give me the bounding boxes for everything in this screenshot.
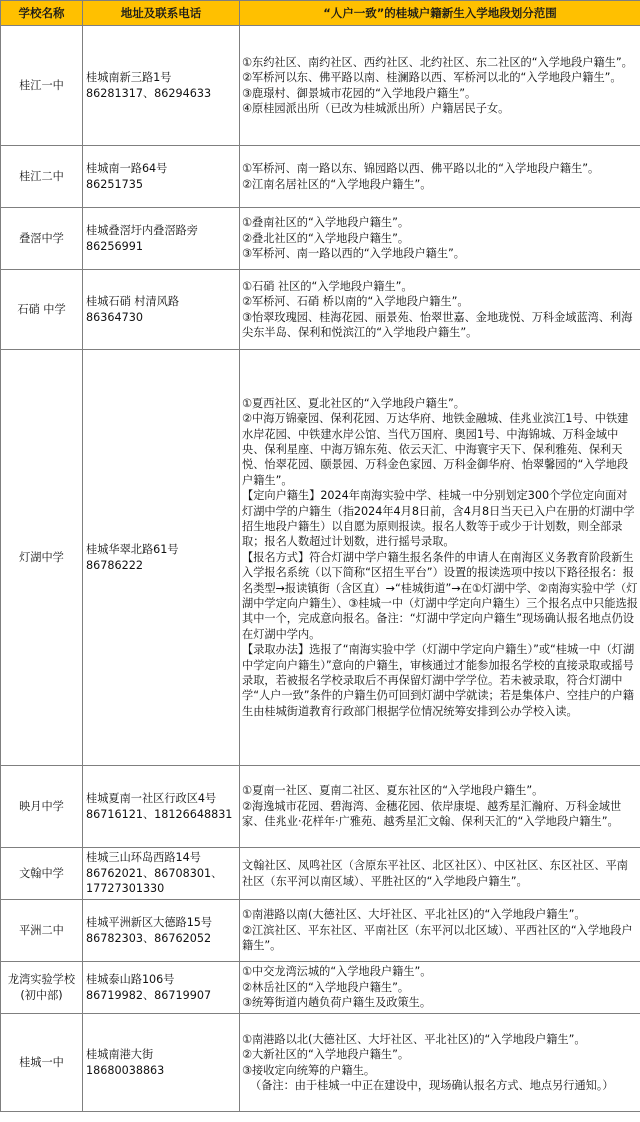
school-name-cell	[1, 270, 83, 350]
address-cell-line: 桂城泰山路106号	[86, 973, 175, 987]
address-cell	[83, 146, 240, 208]
range-cell-line: ①南港路以南(大德社区、大圩社区、平北社区)的“入学地段户籍生”。	[242, 908, 586, 922]
table-row	[1, 350, 640, 766]
address-cell-line: 桂城夏南一社区行政区4号	[86, 792, 217, 806]
school-name-cell	[1, 962, 83, 1014]
address-cell-line: 86364730	[86, 310, 143, 324]
range-cell-line: ②中海万锦豪园、保利花园、万达华府、地铁金融城、佳兆业滨江1号、中铁建水岸花园、中铁建水岸公馆、当代万国府、奥园1号、中海锦城、万科金域中央、保利星座、中海万锦东苑、依云天汇、中海寰宇天下、保利雅苑、保利天悦、怡翠花园、颐景园、万科金色家园、万科金御华府、怡翠馨园的“入学地段户籍生”。	[242, 412, 629, 487]
address-cell-line: 86782303、86762052	[86, 931, 212, 945]
school-name-cell-line: 叠滘中学	[19, 231, 64, 245]
range-cell	[240, 766, 640, 848]
range-cell	[240, 1014, 640, 1112]
address-cell-line: 86786222	[86, 558, 143, 572]
range-cell-line: 【录取办法】选报了“南海实验中学（灯湖中学定向户籍生）”或“桂城一中（灯湖中学定向户籍生）”意向的户籍生，审核通过才能参加报名学校的直接录取或摇号录取，若被报名学校录取后不再保留灯湖中学学位。若未被录取，符合灯湖中学“人户一致”条件的户籍生仍可回到灯湖中学就读；若是集体户、空挂户的户籍生由桂城街道教育行政部门根据学位情况统筹安排到公办学校入读。	[242, 643, 635, 718]
school-name-cell-line: 映月中学	[19, 799, 64, 813]
range-cell-line: ②军桥河、石硝 桥以南的“入学地段户籍生”。	[242, 295, 469, 309]
range-cell-line: ②林岳社区的“入学地段户籍生”。	[242, 980, 410, 994]
range-cell-line: ②大新社区的“入学地段户籍生”。	[242, 1048, 410, 1062]
range-cell-line: ②叠北社区的“入学地段户籍生”。	[242, 231, 410, 245]
range-cell-line: ③怡翠玫瑰园、桂海花园、丽景苑、怡翠世嘉、金地珑悦、万科金域蓝湾、利海尖东半岛、保利和悦滨江的“入学地段户籍生”。	[242, 310, 633, 339]
range-cell-line: ①夏南一社区、夏南二社区、夏东社区的“入学地段户籍生”。	[242, 784, 544, 798]
table-row	[1, 26, 640, 146]
range-cell	[240, 900, 640, 962]
address-cell-line: 86762021、86708301、	[86, 866, 223, 880]
range-cell	[240, 146, 640, 208]
school-name-cell-line: 桂城一中	[19, 1055, 64, 1069]
table-row	[1, 848, 640, 900]
header-row	[1, 1, 640, 26]
table-row	[1, 208, 640, 270]
address-cell	[83, 766, 240, 848]
range-cell-line: ②江南名居社区的“入学地段户籍生”。	[242, 177, 432, 191]
address-cell	[83, 1014, 240, 1112]
school-name-cell	[1, 900, 83, 962]
school-name-cell-line: (初中部)	[20, 988, 63, 1002]
address-cell-line: 86716121、18126648831	[86, 807, 233, 821]
address-cell	[83, 26, 240, 146]
school-name-cell	[1, 208, 83, 270]
address-cell-line: 桂城南新三路1号	[86, 71, 172, 85]
range-cell	[240, 962, 640, 1014]
school-name-cell	[1, 146, 83, 208]
school-name-cell	[1, 26, 83, 146]
range-cell-line: 文翰社区、凤鸣社区（含原东平社区、北区社区）、中区社区、东区社区、平南社区（东平河以南区域）、平胜社区的“入学地段户籍生”。	[242, 859, 628, 888]
range-cell	[240, 270, 640, 350]
school-name-cell-line: 桂江二中	[19, 169, 64, 183]
range-cell-line: ②军桥河以东、佛平路以南、桂澜路以西、军桥河以北的“入学地段户籍生”。	[242, 71, 622, 85]
address-cell-line: 桂城三山环岛西路14号	[86, 851, 201, 865]
header-enrollment-range: “人户一致”的桂城户籍新生入学地段划分范围	[240, 1, 640, 26]
address-cell-line: 桂城叠滘圩内叠滘路旁	[86, 224, 198, 238]
table-row	[1, 962, 640, 1014]
range-cell-line: ③统筹街道内趟负荷户籍生及政策生。	[242, 996, 432, 1010]
range-cell	[240, 26, 640, 146]
address-cell	[83, 208, 240, 270]
range-cell	[240, 208, 640, 270]
range-cell-line: ③军桥河、南一路以西的“入学地段户籍生”。	[242, 247, 465, 261]
range-cell	[240, 350, 640, 766]
range-cell-line: ①夏西社区、夏北社区的“入学地段户籍生”。	[242, 396, 465, 410]
header-address-phone: 地址及联系电话	[83, 1, 240, 26]
range-cell-line: 【定向户籍生】2024年南海实验中学、桂城一中分别划定300个学位定向面对灯湖中学的户籍生（指2024年4月8日前，含4月8日当天已入户在册的灯湖中学招生地段户籍生）以自愿为原则报读。报名人数等于或少于计划数，则全部录取；报名人数超过计划数，进行摇号录取。	[242, 489, 635, 549]
range-cell-line: ③鹿璟村、御景城市花园的“入学地段户籍生”。	[242, 86, 477, 100]
address-cell	[83, 848, 240, 900]
table-row	[1, 270, 640, 350]
address-cell	[83, 962, 240, 1014]
range-cell-line: ③接收定向统筹的户籍生。	[242, 1063, 376, 1077]
school-name-cell-line: 灯湖中学	[19, 550, 64, 564]
range-cell-line: ②江滨社区、平东社区、平南社区（东平河以北区域）、平西社区的“入学地段户籍生”。	[242, 923, 633, 953]
range-cell-line: 【报名方式】符合灯湖中学户籍生报名条件的申请人在南海区义务教育阶段新生入学报名系统（以下简称“区招生平台”）设置的报读选项中按以下路径报名：报名类型→报读镇街（含区直）→“桂城街道”→在①灯湖中学、②南海实验中学（灯湖中学定向户籍生）、③桂城一中（灯湖中学定向户籍生）三个报名点中只能选报其中一个，完成意向报名。备注：“灯湖中学定向户籍生”现场确认报名地点仍设在灯湖中学内。	[242, 550, 638, 641]
address-cell-line: 86251735	[86, 177, 143, 191]
school-name-cell-line: 龙湾实验学校	[7, 973, 76, 987]
school-name-cell	[1, 350, 83, 766]
header-school-name: 学校名称	[1, 1, 83, 26]
address-cell-line: 86719982、86719907	[86, 988, 212, 1002]
table-row	[1, 146, 640, 208]
address-cell-line: 86281317、86294633	[86, 86, 212, 100]
range-cell-line: ②海逸城市花园、碧海湾、金穗花园、依岸康堤、越秀星汇瀚府、万科金域世家、佳兆业·花样年·广雅苑、越秀星汇文翰、保利天汇的“入学地段户籍生”。	[242, 799, 622, 829]
address-cell-line: 桂城平洲新区大德路15号	[86, 916, 213, 930]
table-row	[1, 900, 640, 962]
range-cell-line: （备注：由于桂城一中正在建设中，现场确认报名方式、地点另行通知。）	[250, 1078, 614, 1092]
table-row	[1, 1014, 640, 1112]
address-cell-line: 桂城南港大街	[86, 1048, 154, 1062]
school-name-cell	[1, 1014, 83, 1112]
address-cell	[83, 350, 240, 766]
range-cell-line: ①军桥河、南一路以东、锦园路以西、佛平路以北的“入学地段户籍生”。	[242, 162, 600, 176]
school-name-cell-line: 石硝 中学	[17, 302, 66, 316]
range-cell-line: ④原桂园派出所（已改为桂城派出所）户籍居民子女。	[242, 101, 510, 115]
range-cell-line: ①东约社区、南约社区、西约社区、北约社区、东二社区的“入学地段户籍生”。	[242, 55, 633, 69]
school-name-cell-line: 桂江一中	[19, 78, 64, 92]
school-name-cell-line: 平洲二中	[19, 923, 64, 937]
address-cell-line: 桂城石硝 村清风路	[86, 295, 180, 309]
range-cell-line: ①南港路以北(大德社区、大圩社区、平北社区)的“入学地段户籍生”。	[242, 1032, 586, 1046]
address-cell-line: 18680038863	[86, 1063, 165, 1077]
address-cell-line: 桂城南一路64号	[86, 162, 168, 176]
address-cell-line: 86256991	[86, 239, 143, 253]
address-cell	[83, 900, 240, 962]
school-name-cell-line: 文翰中学	[19, 866, 64, 880]
address-cell-line: 17727301330	[86, 882, 165, 896]
address-cell	[83, 270, 240, 350]
range-cell-line: ①叠南社区的“入学地段户籍生”。	[242, 216, 410, 230]
school-name-cell	[1, 848, 83, 900]
table-row	[1, 766, 640, 848]
school-name-cell	[1, 766, 83, 848]
address-cell-line: 桂城华翠北路61号	[86, 543, 179, 557]
range-cell-line: ①中交龙湾沄城的“入学地段户籍生”。	[242, 965, 432, 979]
range-cell-line: ①石硝 社区的“入学地段户籍生”。	[242, 279, 413, 293]
range-cell	[240, 848, 640, 900]
